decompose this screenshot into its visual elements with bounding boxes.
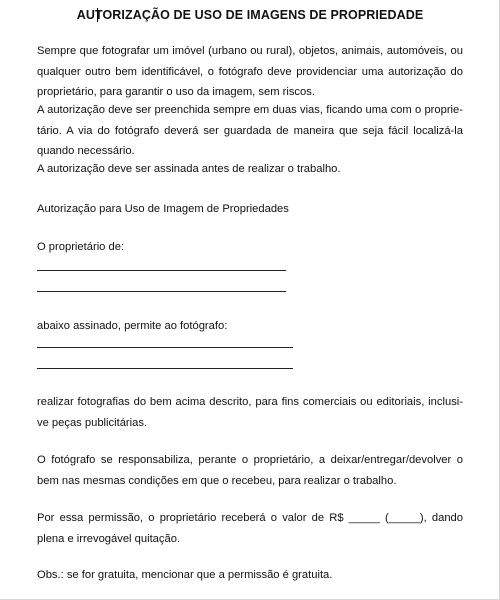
owner-blank-line-1[interactable]	[37, 270, 286, 271]
document-title: AUTORIZAÇÃO DE USO DE IMAGENS DE PROPRIEDADE	[76, 8, 424, 22]
owner-label: O proprietário de:	[37, 241, 125, 253]
form-subtitle: Autorização para Uso de Imagem de Propriedades	[37, 203, 289, 215]
responsibility-paragraph: O fotógrafo se responsabiliza, perante o proprietário, a deixar/entregar/devolver o bem nas mesmas condições em que o recebeu, para realizar o trabalho.	[37, 454, 463, 487]
photographer-blank-line-2[interactable]	[37, 368, 293, 369]
observation-note: Obs.: se for gratuita, mencionar que a permissão é gratuita.	[37, 569, 333, 581]
intro-paragraph-3: A autorização deve ser assinada antes de realizar o trabalho.	[37, 163, 341, 175]
payment-paragraph: Por essa permissão, o proprietário receberá o valor de R$ _____ (_____), dando plena e irrevogável quitação.	[37, 512, 463, 545]
intro-paragraph-2: A autorização deve ser preenchida sempre em duas vias, ficando uma com o proprie-tário. A via do fotógrafo deverá ser guardada de maneira que seja fácil localizá-la quando necessário.	[37, 104, 463, 157]
purpose-paragraph: realizar fotografias do bem acima descrito, para fins comerciais ou editoriais, inclusi-ve peças publicitárias.	[37, 396, 463, 429]
photographer-blank-line-1[interactable]	[37, 347, 293, 348]
intro-paragraph-1: Sempre que fotografar um imóvel (urbano ou rural), objetos, animais, automóveis, ou qualquer outro bem identificável, o fotógrafo deve providenciar uma autorização do proprietário, para garantir o uso da imagem, sem riscos.	[37, 45, 463, 98]
owner-blank-line-2[interactable]	[37, 291, 286, 292]
signed-label: abaixo assinado, permite ao fotógrafo:	[37, 320, 228, 332]
